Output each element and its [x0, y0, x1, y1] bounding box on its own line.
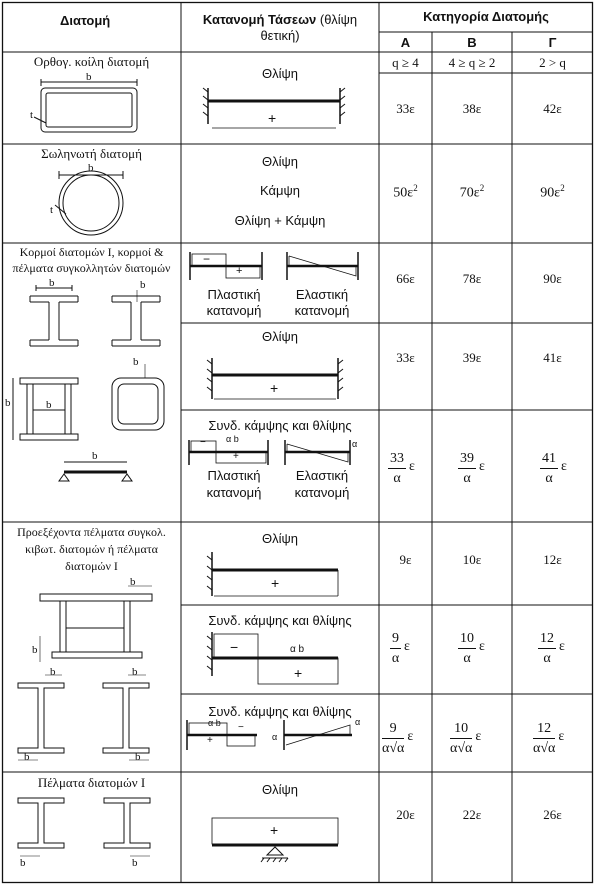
- row2-val-b-num: 70ε: [459, 185, 480, 201]
- row6-val-c: 12ε: [543, 552, 562, 567]
- row7-frac-a-eps: ε: [404, 639, 410, 654]
- rect-hollow-figure: [34, 79, 137, 132]
- row5-plastic-2: κατανομή: [206, 485, 262, 500]
- row6-b-5: b: [24, 751, 30, 763]
- row2-t-label: t: [50, 204, 54, 216]
- header-category: Κατηγορία Διατομής: [423, 9, 549, 24]
- header-stress: [183, 13, 377, 26]
- row9-plus: +: [270, 822, 279, 838]
- row2-section: Σωληνωτή διατομή: [41, 146, 142, 161]
- row3-val-c: 90ε: [543, 271, 562, 286]
- row6-section-2: κιβωτ. διατομών ή πέλματα: [25, 542, 158, 556]
- row6-val-a: 9ε: [399, 552, 412, 567]
- row2-val-b: [432, 184, 512, 201]
- row7-frac-b-num: 10: [458, 632, 476, 649]
- row5-alpha: α: [352, 439, 358, 449]
- bend-compression-diagram-a: [207, 632, 338, 684]
- row3-b-6: b: [92, 450, 98, 462]
- row8-frac-c: [533, 721, 565, 756]
- row5-minus: −: [200, 437, 206, 448]
- row9-section: Πέλματα διατομών I: [37, 775, 146, 790]
- header-col-c: Γ: [548, 35, 557, 50]
- row1-val-b: 38ε: [462, 101, 482, 116]
- row2-val-c-num: 90ε: [540, 185, 561, 201]
- row2-val-a-exp: 2: [413, 183, 418, 193]
- header-col-a: A: [400, 35, 411, 50]
- row6-section-3: διατομών I: [65, 559, 118, 573]
- row4-val-b: 39ε: [462, 350, 482, 365]
- row8-frac-b-num: 10: [450, 722, 472, 739]
- row5-plus: +: [233, 451, 239, 462]
- row7-frac-c: [538, 631, 565, 666]
- row2-stress-1: Θλίψη: [262, 154, 298, 169]
- row8-frac-c-eps: ε: [558, 729, 565, 744]
- row3-b-2: b: [140, 279, 146, 291]
- row6-section-1: Προεξέχοντα πέλματα συγκολ.: [17, 525, 166, 539]
- row8-frac-a-eps: ε: [407, 729, 414, 744]
- row1-stress: Θλίψη: [262, 66, 298, 81]
- header-col-b: B: [467, 35, 477, 50]
- row1-section: Ορθογ. κοίλη διατομή: [33, 54, 150, 69]
- row2-val-c: [512, 184, 593, 201]
- row5-stress-title: Συνδ. κάμψης και θλίψης: [208, 418, 352, 433]
- row9-val-a: 20ε: [396, 807, 415, 822]
- row5-frac-a: [388, 451, 415, 486]
- row7-stress: Συνδ. κάμψης και θλίψης: [208, 613, 352, 628]
- header-section: Διατομή: [60, 13, 111, 28]
- row5-frac-a-eps: ε: [409, 459, 415, 474]
- row2-val-a: [379, 184, 432, 201]
- row7-frac-c-eps: ε: [559, 639, 565, 654]
- header-stress-rest2: θετική): [260, 28, 300, 43]
- row4-val-c: 41ε: [543, 350, 562, 365]
- header-stress-bold: Κατανομή Τάσεων: [202, 12, 317, 27]
- row5-frac-b-eps: ε: [479, 459, 485, 474]
- row3-b-4: b: [5, 397, 11, 409]
- row3-minus: −: [203, 252, 211, 266]
- range-c: 2 > q: [539, 55, 566, 70]
- row7-frac-c-num: 12: [538, 632, 556, 649]
- row5-frac-c-den: α: [545, 471, 553, 486]
- row6-b-4: b: [132, 666, 138, 678]
- row1-val-c: 42ε: [543, 101, 562, 116]
- row6-b-3: b: [50, 666, 56, 678]
- row9-val-b: 22ε: [462, 807, 482, 822]
- row5-frac-c-num: 41: [540, 452, 558, 469]
- row1-plus: +: [268, 110, 277, 126]
- flange-figures: [18, 798, 338, 862]
- row8-frac-a-num: 9: [382, 722, 404, 739]
- row8-minus: −: [238, 722, 244, 733]
- header-stress-rest1: (θλίψη: [319, 12, 358, 27]
- row6-b-2: b: [32, 644, 38, 656]
- row1-val-a: 33ε: [396, 101, 415, 116]
- web-sections-figure: [13, 285, 164, 481]
- row8-alpha-2: α: [272, 732, 278, 742]
- row3-section-2: πέλματα συγκολλητών διατομών: [12, 261, 171, 275]
- row5-frac-b-den: α: [463, 471, 471, 486]
- row5-elastic-1: Ελαστική: [295, 468, 349, 483]
- row8-stress: Συνδ. κάμψης και θλίψης: [208, 704, 352, 719]
- row3-section-1: Κορμοί διατομών I, κορμοί &: [19, 245, 164, 259]
- row5-elastic-2: κατανομή: [294, 485, 350, 500]
- row9-b-2: b: [132, 857, 138, 869]
- row4-stress: Θλίψη: [262, 329, 298, 344]
- row2-stress-2: Κάμψη: [259, 183, 300, 198]
- row3-b-1: b: [49, 277, 55, 289]
- row3-val-b: 78ε: [462, 271, 482, 286]
- row7-plus: +: [294, 665, 303, 681]
- row8-frac-b: [450, 721, 482, 756]
- row3-plastic-2: κατανομή: [206, 303, 262, 318]
- row8-frac-b-eps: ε: [475, 729, 482, 744]
- row8-alpha-b: α b: [208, 718, 221, 728]
- row7-frac-c-den: α: [543, 651, 551, 666]
- row7-frac-a-den: α: [391, 651, 400, 666]
- row1-t-label: t: [30, 109, 34, 121]
- row8-plus: +: [207, 735, 213, 746]
- row7-frac-b-eps: ε: [479, 639, 485, 654]
- range-a: q ≥ 4: [392, 55, 419, 70]
- row3-b-3: b: [133, 356, 139, 368]
- row5-alpha-b: α b: [226, 434, 239, 444]
- row9-b-1: b: [20, 857, 26, 869]
- row1-b-label: b: [86, 71, 92, 83]
- row4-val-a: 33ε: [396, 350, 415, 365]
- row2-stress-3: Θλίψη + Κάμψη: [234, 213, 326, 228]
- row9-val-c: 26ε: [543, 807, 562, 822]
- row5-frac-c-eps: ε: [561, 459, 567, 474]
- row6-plus: +: [271, 575, 280, 591]
- row7-frac-b-den: α: [463, 651, 471, 666]
- tube-figure: [55, 171, 123, 235]
- row2-val-b-exp: 2: [479, 183, 485, 193]
- row3-elastic-2: κατανομή: [294, 303, 350, 318]
- row5-plastic-1: Πλαστική: [207, 468, 261, 483]
- range-b: 4 ≥ q ≥ 2: [448, 55, 496, 70]
- row5-frac-c: [540, 451, 567, 486]
- row7-alpha-b: α b: [290, 644, 305, 655]
- plastic-elastic-diagram-1: [190, 252, 358, 280]
- row9-stress: Θλίψη: [262, 782, 298, 797]
- row7-frac-a: [390, 631, 410, 666]
- row5-frac-b-num: 39: [458, 452, 476, 469]
- row6-b-6: b: [135, 751, 141, 763]
- row8-frac-b-den: α√α: [450, 741, 473, 756]
- row6-stress: Θλίψη: [262, 531, 298, 546]
- row7-frac-a-num: 9: [390, 632, 401, 649]
- row5-frac-b: [458, 451, 485, 486]
- row5-frac-a-num: 33: [388, 452, 406, 469]
- row5-frac-a-den: α: [393, 471, 401, 486]
- row6-b-1: b: [130, 576, 136, 588]
- row3-val-a: 66ε: [396, 271, 415, 286]
- row8-frac-c-den: α√α: [533, 741, 556, 756]
- row3-elastic-1: Ελαστική: [295, 287, 349, 302]
- row3-plus: +: [236, 265, 243, 277]
- row8-frac-a: [382, 721, 414, 756]
- row2-val-c-exp: 2: [560, 183, 565, 193]
- row6-val-b: 10ε: [462, 552, 482, 567]
- row7-minus: −: [230, 639, 239, 655]
- row3-b-5: b: [46, 399, 52, 411]
- row8-frac-c-num: 12: [533, 722, 555, 739]
- row3-plastic-1: Πλαστική: [207, 287, 261, 302]
- row7-frac-b: [458, 631, 485, 666]
- row2-b-label: b: [88, 162, 94, 174]
- row8-alpha-1: α: [355, 717, 361, 727]
- row4-plus: +: [270, 380, 279, 396]
- row8-frac-a-den: α√α: [382, 741, 405, 756]
- row2-val-a-num: 50ε: [393, 185, 414, 201]
